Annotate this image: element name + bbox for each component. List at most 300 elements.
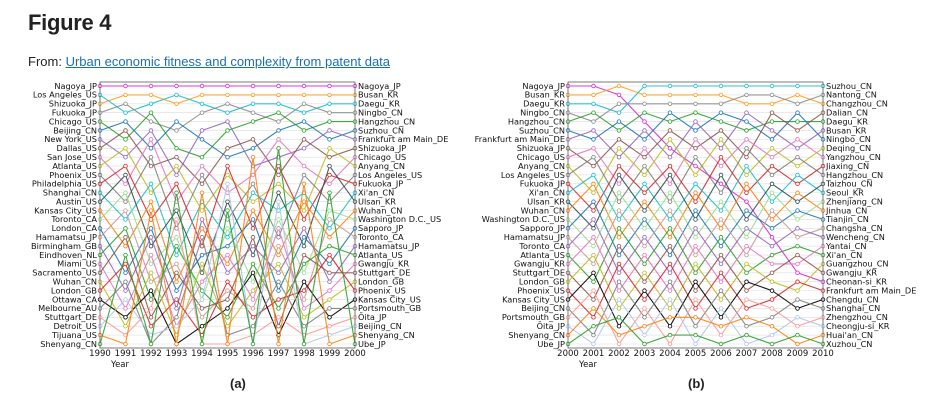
data-point bbox=[694, 280, 698, 284]
data-point bbox=[617, 316, 621, 320]
right-tick-label: Guangzhou_CN bbox=[826, 258, 889, 269]
x-tick-label: 2000 bbox=[344, 349, 366, 359]
data-point bbox=[149, 324, 153, 328]
data-point bbox=[226, 289, 230, 293]
data-point bbox=[617, 111, 621, 115]
data-point bbox=[277, 102, 281, 106]
data-point bbox=[668, 342, 672, 346]
data-point bbox=[643, 235, 647, 239]
data-point bbox=[719, 138, 723, 142]
data-point bbox=[668, 227, 672, 231]
data-point bbox=[302, 298, 306, 302]
data-point bbox=[124, 111, 128, 115]
right-tick-label: Dalian_CN bbox=[826, 107, 869, 118]
series-line bbox=[568, 317, 823, 344]
data-point bbox=[719, 84, 723, 88]
data-point bbox=[617, 271, 621, 275]
data-point bbox=[277, 164, 281, 168]
left-tick-label: Tijuana_US bbox=[52, 329, 97, 340]
data-point bbox=[251, 316, 255, 320]
data-point bbox=[617, 155, 621, 159]
data-point bbox=[124, 289, 128, 293]
right-tick-label: Shizuoka_JP bbox=[358, 143, 407, 154]
data-point bbox=[149, 138, 153, 142]
right-tick-label: Suzhou_CN bbox=[358, 125, 405, 136]
data-point bbox=[200, 84, 204, 88]
x-tick-label: 2003 bbox=[633, 349, 656, 359]
data-point bbox=[745, 129, 749, 133]
data-point bbox=[200, 342, 204, 346]
data-point bbox=[668, 235, 672, 239]
data-point bbox=[643, 289, 647, 293]
data-point bbox=[796, 102, 800, 106]
data-point bbox=[770, 324, 774, 328]
data-point bbox=[200, 111, 204, 115]
data-point bbox=[251, 209, 255, 213]
x-tick-label: 2001 bbox=[582, 349, 605, 359]
data-point bbox=[226, 182, 230, 186]
data-point bbox=[719, 191, 723, 195]
left-tick-label: Melbourne_AU bbox=[38, 303, 97, 314]
data-point bbox=[770, 271, 774, 275]
data-point bbox=[770, 120, 774, 124]
data-point bbox=[617, 253, 621, 257]
right-tick-label: Washington D.C._US bbox=[358, 214, 442, 225]
data-point bbox=[149, 200, 153, 204]
data-point bbox=[643, 173, 647, 177]
left-tick-label: Chicago_US bbox=[48, 116, 97, 127]
data-point bbox=[251, 235, 255, 239]
data-point bbox=[226, 253, 230, 257]
data-point bbox=[200, 173, 204, 177]
data-point bbox=[124, 209, 128, 213]
data-point bbox=[796, 262, 800, 266]
source-link[interactable]: Urban economic fitness and complexity from patent data bbox=[65, 54, 391, 69]
x-tick-label: 1995 bbox=[216, 349, 239, 359]
data-point bbox=[277, 182, 281, 186]
data-point bbox=[617, 84, 621, 88]
left-tick-label: Miami_US bbox=[57, 258, 97, 269]
right-tick-label: Cheonan-si_KR bbox=[826, 276, 887, 287]
data-point bbox=[328, 191, 332, 195]
data-point bbox=[226, 84, 230, 88]
data-point bbox=[617, 218, 621, 222]
data-point bbox=[745, 298, 749, 302]
data-point bbox=[796, 333, 800, 337]
right-tick-label: Suzhou_CN bbox=[826, 80, 873, 91]
data-point bbox=[175, 218, 179, 222]
data-point bbox=[796, 146, 800, 150]
series-line bbox=[568, 113, 823, 158]
x-tick-label: 2000 bbox=[557, 349, 579, 359]
data-point bbox=[277, 191, 281, 195]
data-point bbox=[277, 289, 281, 293]
data-point bbox=[770, 307, 774, 311]
left-tick-label: Dallas_US bbox=[56, 143, 97, 154]
data-point bbox=[745, 111, 749, 115]
data-point bbox=[719, 129, 723, 133]
data-point bbox=[328, 164, 332, 168]
data-point bbox=[175, 244, 179, 248]
left-tick-label: Chicago_US bbox=[516, 151, 565, 162]
data-point bbox=[592, 200, 596, 204]
data-point bbox=[668, 102, 672, 106]
data-point bbox=[617, 200, 621, 204]
right-tick-label: Stuttgart_DE bbox=[358, 267, 411, 278]
right-tick-label: Sapporo_JP bbox=[358, 223, 404, 234]
data-point bbox=[149, 84, 153, 88]
x-tick-label: 1999 bbox=[318, 349, 341, 359]
left-tick-label: Shanghai_CN bbox=[42, 187, 97, 198]
data-point bbox=[592, 289, 596, 293]
data-point bbox=[719, 280, 723, 284]
data-point bbox=[668, 253, 672, 257]
x-tick-label: 2010 bbox=[812, 349, 834, 359]
data-point bbox=[328, 93, 332, 97]
right-tick-label: Los Angeles_US bbox=[358, 169, 423, 180]
data-point bbox=[668, 298, 672, 302]
data-point bbox=[668, 289, 672, 293]
right-tick-label: Zhengzhou_CN bbox=[826, 312, 888, 323]
data-point bbox=[643, 111, 647, 115]
data-point bbox=[226, 200, 230, 204]
left-tick-label: Fukuoka_JP bbox=[519, 178, 565, 189]
data-point bbox=[277, 111, 281, 115]
data-point bbox=[770, 244, 774, 248]
data-point bbox=[745, 262, 749, 266]
left-tick-label: Stuttgart_DE bbox=[512, 267, 565, 278]
data-point bbox=[796, 218, 800, 222]
left-tick-label: New York_US bbox=[44, 134, 97, 145]
data-point bbox=[668, 138, 672, 142]
data-point bbox=[694, 227, 698, 231]
x-tick-label: 1993 bbox=[165, 349, 188, 359]
data-point bbox=[617, 173, 621, 177]
data-point bbox=[226, 209, 230, 213]
data-point bbox=[200, 316, 204, 320]
data-point bbox=[592, 218, 596, 222]
data-point bbox=[770, 155, 774, 159]
x-tick-label: 2006 bbox=[710, 349, 732, 359]
data-point bbox=[200, 164, 204, 168]
data-point bbox=[719, 218, 723, 222]
data-point bbox=[149, 209, 153, 213]
data-point bbox=[175, 102, 179, 106]
data-point bbox=[149, 298, 153, 302]
data-point bbox=[694, 129, 698, 133]
data-point bbox=[124, 244, 128, 248]
data-point bbox=[668, 155, 672, 159]
data-point bbox=[770, 209, 774, 213]
data-point bbox=[617, 280, 621, 284]
data-point bbox=[592, 262, 596, 266]
data-point bbox=[668, 164, 672, 168]
data-point bbox=[643, 271, 647, 275]
data-point bbox=[277, 173, 281, 177]
data-point bbox=[149, 280, 153, 284]
data-point bbox=[226, 280, 230, 284]
x-tick-label: 1997 bbox=[267, 349, 290, 359]
data-point bbox=[200, 182, 204, 186]
data-point bbox=[175, 93, 179, 97]
data-point bbox=[277, 307, 281, 311]
data-point bbox=[124, 146, 128, 150]
data-point bbox=[124, 298, 128, 302]
data-point bbox=[328, 316, 332, 320]
data-point bbox=[592, 298, 596, 302]
left-tick-label: Toronto_CA bbox=[519, 240, 565, 251]
data-point bbox=[175, 164, 179, 168]
data-point bbox=[694, 173, 698, 177]
data-point bbox=[251, 324, 255, 328]
data-point bbox=[175, 262, 179, 266]
right-tick-label: Chicago_US bbox=[358, 151, 407, 162]
data-point bbox=[302, 120, 306, 124]
data-point bbox=[694, 146, 698, 150]
data-point bbox=[770, 333, 774, 337]
data-point bbox=[302, 164, 306, 168]
data-point bbox=[694, 235, 698, 239]
left-tick-label: Austin_US bbox=[55, 196, 97, 207]
data-point bbox=[770, 129, 774, 133]
data-point bbox=[592, 146, 596, 150]
data-point bbox=[277, 244, 281, 248]
data-point bbox=[200, 129, 204, 133]
data-point bbox=[745, 307, 749, 311]
data-point bbox=[617, 235, 621, 239]
left-tick-label: Kansas City_US bbox=[34, 205, 97, 216]
right-tick-label: Hangzhou_CN bbox=[826, 169, 884, 180]
data-point bbox=[592, 102, 596, 106]
data-point bbox=[226, 227, 230, 231]
data-point bbox=[643, 155, 647, 159]
data-point bbox=[175, 120, 179, 124]
data-point bbox=[770, 218, 774, 222]
data-point bbox=[719, 298, 723, 302]
data-point bbox=[277, 93, 281, 97]
data-point bbox=[328, 324, 332, 328]
data-point bbox=[226, 164, 230, 168]
data-point bbox=[745, 218, 749, 222]
data-point bbox=[175, 342, 179, 346]
data-point bbox=[175, 182, 179, 186]
data-point bbox=[770, 280, 774, 284]
data-point bbox=[592, 164, 596, 168]
data-point bbox=[277, 271, 281, 275]
data-point bbox=[668, 120, 672, 124]
left-tick-label: Fukuoka_JP bbox=[51, 107, 97, 118]
left-tick-label: Portsmouth_GB bbox=[501, 312, 565, 323]
data-point bbox=[251, 253, 255, 257]
data-point bbox=[694, 298, 698, 302]
data-point bbox=[175, 316, 179, 320]
data-point bbox=[175, 84, 179, 88]
data-point bbox=[251, 84, 255, 88]
data-point bbox=[745, 84, 749, 88]
data-point bbox=[149, 316, 153, 320]
data-point bbox=[200, 102, 204, 106]
data-point bbox=[328, 244, 332, 248]
data-point bbox=[745, 146, 749, 150]
data-point bbox=[124, 342, 128, 346]
data-point bbox=[617, 289, 621, 293]
data-point bbox=[302, 227, 306, 231]
data-point bbox=[328, 173, 332, 177]
data-point bbox=[226, 316, 230, 320]
data-point bbox=[668, 324, 672, 328]
right-tick-label: Deqing_CN bbox=[826, 143, 872, 154]
data-point bbox=[796, 316, 800, 320]
data-point bbox=[302, 235, 306, 239]
data-point bbox=[251, 93, 255, 97]
data-point bbox=[302, 209, 306, 213]
right-tick-label: Busan_KR bbox=[358, 89, 399, 100]
data-point bbox=[592, 93, 596, 97]
data-point bbox=[745, 102, 749, 106]
data-point bbox=[277, 253, 281, 257]
left-tick-label: Sacramento_US bbox=[32, 267, 97, 278]
data-point bbox=[328, 155, 332, 159]
data-point bbox=[668, 84, 672, 88]
right-tick-label: Busan_KR bbox=[826, 125, 867, 136]
data-point bbox=[302, 271, 306, 275]
data-point bbox=[124, 253, 128, 257]
data-point bbox=[592, 111, 596, 115]
data-point bbox=[617, 120, 621, 124]
left-tick-label: London_CA bbox=[51, 223, 97, 234]
data-point bbox=[226, 298, 230, 302]
data-point bbox=[719, 262, 723, 266]
data-point bbox=[251, 342, 255, 346]
right-tick-label: Wuhan_CN bbox=[358, 205, 403, 216]
data-point bbox=[226, 111, 230, 115]
data-point bbox=[770, 200, 774, 204]
right-tick-label: Seoul_KR bbox=[826, 187, 864, 198]
data-point bbox=[745, 209, 749, 213]
data-point bbox=[226, 129, 230, 133]
data-point bbox=[149, 289, 153, 293]
data-point bbox=[226, 324, 230, 328]
data-point bbox=[719, 209, 723, 213]
left-tick-label: Nagoya_JP bbox=[54, 80, 97, 91]
data-point bbox=[200, 138, 204, 142]
data-point bbox=[617, 262, 621, 266]
data-point bbox=[302, 316, 306, 320]
data-point bbox=[617, 138, 621, 142]
data-point bbox=[251, 262, 255, 266]
data-point bbox=[149, 191, 153, 195]
data-point bbox=[617, 129, 621, 133]
data-point bbox=[745, 333, 749, 337]
data-point bbox=[668, 307, 672, 311]
series-line bbox=[568, 139, 823, 184]
data-point bbox=[796, 289, 800, 293]
data-point bbox=[124, 200, 128, 204]
data-point bbox=[277, 138, 281, 142]
right-tick-label: Ube_JP bbox=[358, 338, 386, 349]
data-point bbox=[302, 102, 306, 106]
data-point bbox=[719, 316, 723, 320]
left-tick-label: Frankfurt am Main_DE bbox=[474, 134, 565, 145]
data-point bbox=[592, 244, 596, 248]
data-point bbox=[643, 280, 647, 284]
data-point bbox=[694, 209, 698, 213]
data-point bbox=[226, 271, 230, 275]
data-point bbox=[796, 209, 800, 213]
data-point bbox=[617, 333, 621, 337]
data-point bbox=[617, 146, 621, 150]
data-point bbox=[745, 182, 749, 186]
data-point bbox=[302, 280, 306, 284]
data-point bbox=[251, 227, 255, 231]
data-point bbox=[617, 93, 621, 97]
data-point bbox=[694, 307, 698, 311]
data-point bbox=[200, 307, 204, 311]
data-point bbox=[124, 307, 128, 311]
data-point bbox=[745, 164, 749, 168]
data-point bbox=[694, 289, 698, 293]
data-point bbox=[694, 191, 698, 195]
data-point bbox=[796, 155, 800, 159]
data-point bbox=[694, 200, 698, 204]
data-point bbox=[770, 173, 774, 177]
data-point bbox=[719, 289, 723, 293]
data-point bbox=[745, 120, 749, 124]
left-tick-label: Philadelphia_US bbox=[31, 178, 97, 189]
figure-title: Figure 4 bbox=[28, 10, 112, 35]
data-point bbox=[770, 289, 774, 293]
left-tick-label: Shenyang_CN bbox=[40, 338, 97, 349]
data-point bbox=[617, 307, 621, 311]
data-point bbox=[796, 342, 800, 346]
data-point bbox=[617, 191, 621, 195]
data-point bbox=[328, 111, 332, 115]
x-tick-label: 2009 bbox=[786, 349, 809, 359]
data-point bbox=[643, 146, 647, 150]
data-point bbox=[124, 129, 128, 133]
data-point bbox=[328, 138, 332, 142]
data-point bbox=[124, 120, 128, 124]
data-point bbox=[694, 333, 698, 337]
x-tick-label: 1998 bbox=[293, 349, 315, 359]
data-point bbox=[796, 200, 800, 204]
data-point bbox=[200, 209, 204, 213]
data-point bbox=[302, 138, 306, 142]
data-point bbox=[302, 307, 306, 311]
data-point bbox=[694, 164, 698, 168]
data-point bbox=[175, 253, 179, 257]
data-point bbox=[149, 227, 153, 231]
data-point bbox=[328, 182, 332, 186]
data-point bbox=[328, 307, 332, 311]
data-point bbox=[643, 164, 647, 168]
left-tick-label: Phoenix_US bbox=[517, 285, 565, 296]
left-tick-label: Xi'an_CN bbox=[528, 187, 565, 198]
data-point bbox=[694, 342, 698, 346]
data-point bbox=[719, 342, 723, 346]
data-point bbox=[719, 182, 723, 186]
left-tick-label: Eindhoven_NL bbox=[39, 249, 97, 260]
right-tick-label: Frankfurt am Main_DE bbox=[358, 134, 449, 145]
data-point bbox=[745, 324, 749, 328]
right-tick-label: Changsha_CN bbox=[826, 223, 883, 234]
left-tick-label: Ulsan_KR bbox=[527, 196, 565, 207]
data-point bbox=[770, 111, 774, 115]
data-point bbox=[124, 155, 128, 159]
data-point bbox=[643, 307, 647, 311]
data-point bbox=[124, 280, 128, 284]
right-tick-label: Zhenjiang_CN bbox=[826, 196, 883, 207]
